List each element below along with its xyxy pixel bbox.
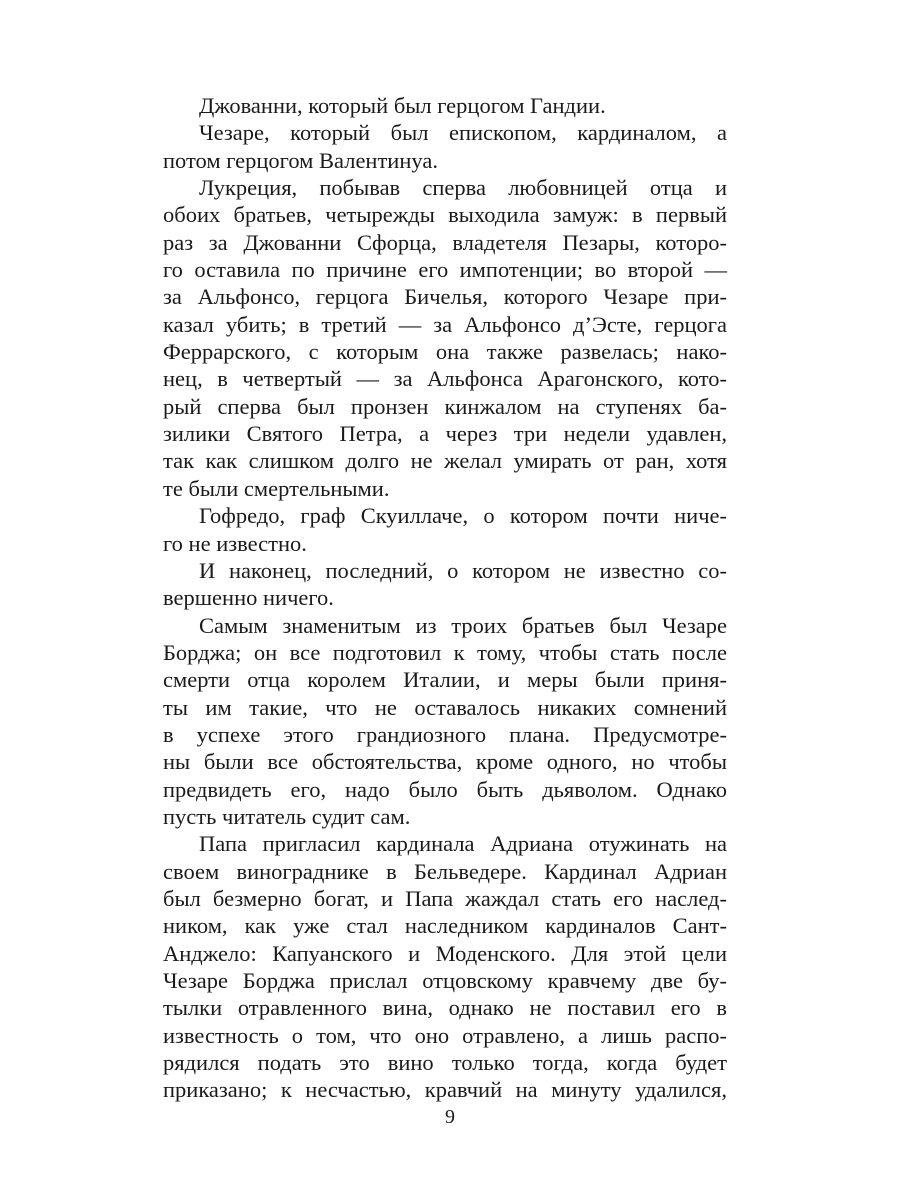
text-line: казал убить; в третий — за Альфонсо д’Эсте, герцога (163, 311, 727, 337)
text-line: за Альфонсо, герцога Бичелья, которого Чезаре при- (163, 284, 727, 310)
text-line: Самым знаменитым из троих братьев был Чезаре (199, 612, 727, 638)
text-line: Папа пригласил кардинала Адриана отужинать на (199, 831, 727, 857)
text-line: Джованни, который был герцогом Гандии. (199, 93, 606, 118)
text-line: И наконец, последний, о котором не известно со- (199, 557, 727, 583)
text-line: Чезаре Борджа прислал отцовскому кравчему две бу- (163, 968, 727, 993)
text-line: Гофредо, граф Скуиллаче, о котором почти ниче- (199, 503, 727, 529)
text-line: так как слишком долго не желал умирать от ран, хотя (163, 448, 727, 474)
text-line: ты им такие, что не оставалось никаких сомнений (163, 694, 727, 720)
text-line: ны были все обстоятельства, кроме одного, но чтобы (163, 749, 727, 775)
text-line: тылки отравленного вина, однако не поставил его в (163, 995, 727, 1021)
text-line: смерти отца королем Италии, и меры были приня- (163, 667, 727, 693)
text-line: приказано; к несчастью, кравчий на минуту удалился, (163, 1077, 727, 1103)
text-line: в успехе этого грандиозного плана. Предусмотре- (163, 721, 727, 747)
page-body-text (163, 92, 727, 1104)
text-line: Феррарского, с которым она также развелась; нако- (163, 339, 727, 365)
text-line: ником, как уже стал наследником кардиналов Сант- (163, 913, 727, 939)
text-line: предвидеть его, надо было быть дьяволом. Однако (163, 776, 727, 802)
text-line: Борджа; он все подготовил к тому, чтобы стать после (163, 639, 727, 665)
text-line: Лукреция, побывав сперва любовницей отца и (199, 175, 727, 201)
text-line: вершенно ничего. (163, 585, 334, 611)
text-line: потом герцогом Валентинуа. (163, 147, 438, 173)
text-line: рядился подать это вино только тогда, когда будет (163, 1050, 727, 1076)
text-line: раз за Джованни Сфорца, владетеля Пезары, которо- (163, 229, 727, 255)
text-line: го не известно. (163, 530, 307, 556)
text-line: известность о том, что оно отравлено, а лишь распо- (163, 1022, 727, 1048)
text-line: нец, в четвертый — за Альфонса Арагонского, кото- (163, 366, 727, 392)
page-number: 9 (445, 1106, 455, 1128)
text-line: пусть читатель судит сам. (163, 803, 411, 829)
text-line: Чезаре, который был епископом, кардиналом, а (199, 120, 727, 146)
text-line: зилики Святого Петра, а через три недели удавлен, (163, 421, 727, 447)
text-line: рый сперва был пронзен кинжалом на ступенях ба- (163, 393, 727, 419)
text-line: Анджело: Капуанского и Моденского. Для этой цели (163, 940, 727, 966)
text-line: те были смертельными. (163, 475, 390, 501)
text-line: своем винограднике в Бельведере. Кардинал Адриан (163, 858, 727, 884)
text-line: был безмерно богат, и Папа жаждал стать его наслед- (163, 885, 727, 911)
text-line: обоих братьев, четырежды выходила замуж: в первый (163, 202, 727, 228)
text-line: го оставила по причине его импотенции; во второй — (163, 257, 727, 283)
